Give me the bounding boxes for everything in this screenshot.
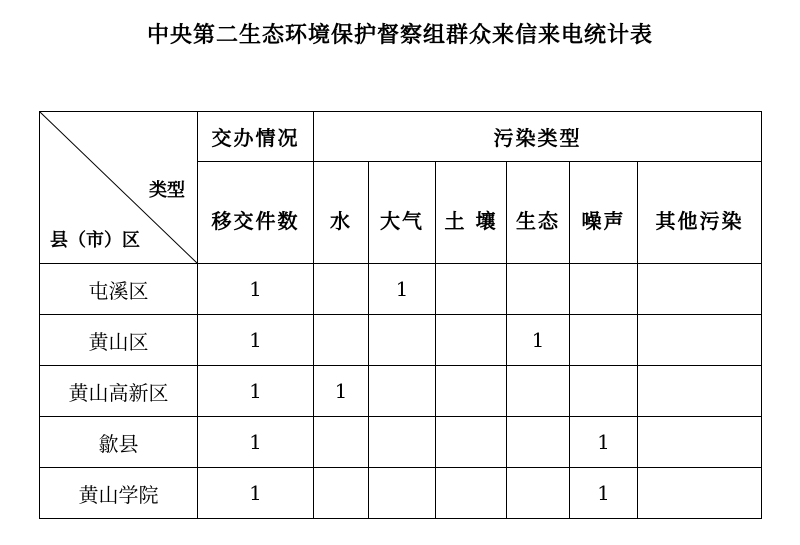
pollution-cell: 1 bbox=[570, 468, 638, 519]
handover-count: 1 bbox=[198, 468, 314, 519]
pollution-type-header: 土 壤 bbox=[436, 162, 507, 264]
pollution-cell bbox=[570, 264, 638, 315]
county-name: 屯溪区 bbox=[40, 264, 198, 315]
pollution-cell bbox=[314, 315, 369, 366]
table-row bbox=[40, 264, 762, 315]
pollution-cell bbox=[507, 417, 570, 468]
pollution-cell bbox=[570, 315, 638, 366]
handover-count-header: 移交件数 bbox=[198, 162, 314, 264]
county-name: 歙县 bbox=[40, 417, 198, 468]
pollution-cell bbox=[436, 366, 507, 417]
pollution-cell bbox=[638, 468, 762, 519]
county-name: 黄山高新区 bbox=[40, 366, 198, 417]
pollution-type-header: 水 bbox=[314, 162, 369, 264]
pollution-type-header: 其他污染 bbox=[638, 162, 762, 264]
pollution-cell bbox=[638, 315, 762, 366]
pollution-cell bbox=[638, 417, 762, 468]
pollution-cell: 1 bbox=[507, 315, 570, 366]
pollution-cell bbox=[314, 264, 369, 315]
pollution-cell: 1 bbox=[314, 366, 369, 417]
pollution-cell bbox=[436, 417, 507, 468]
pollution-cell bbox=[369, 366, 436, 417]
pollution-cell bbox=[369, 417, 436, 468]
pollution-type-header: 大气 bbox=[369, 162, 436, 264]
pollution-cell bbox=[638, 264, 762, 315]
handover-count: 1 bbox=[198, 315, 314, 366]
pollution-cell bbox=[507, 366, 570, 417]
handover-group-header: 交办情况 bbox=[198, 112, 314, 162]
pollution-cell: 1 bbox=[369, 264, 436, 315]
diagonal-header-cell bbox=[40, 112, 198, 264]
table-row bbox=[40, 366, 762, 417]
pollution-cell bbox=[436, 468, 507, 519]
pollution-cell bbox=[369, 468, 436, 519]
handover-count: 1 bbox=[198, 264, 314, 315]
pollution-cell bbox=[570, 366, 638, 417]
pollution-cell bbox=[314, 417, 369, 468]
pollution-cell bbox=[436, 315, 507, 366]
pollution-type-header: 噪声 bbox=[570, 162, 638, 264]
table-row bbox=[40, 468, 762, 519]
pollution-cell bbox=[436, 264, 507, 315]
pollution-group-header: 污染类型 bbox=[314, 112, 762, 162]
page-title: 中央第二生态环境保护督察组群众来信来电统计表 bbox=[146, 23, 653, 48]
pollution-cell bbox=[507, 468, 570, 519]
pollution-cell bbox=[369, 315, 436, 366]
county-name: 黄山区 bbox=[40, 315, 198, 366]
pollution-type-header: 生态 bbox=[507, 162, 570, 264]
pollution-cell bbox=[507, 264, 570, 315]
pollution-cell bbox=[314, 468, 369, 519]
table-row bbox=[40, 315, 762, 366]
pollution-cell: 1 bbox=[570, 417, 638, 468]
type-header-label: 类型 bbox=[149, 180, 185, 201]
handover-count: 1 bbox=[198, 417, 314, 468]
statistics-table bbox=[39, 111, 762, 519]
pollution-cell bbox=[638, 366, 762, 417]
table-row bbox=[40, 417, 762, 468]
county-name: 黄山学院 bbox=[40, 468, 198, 519]
county-header-label: 县（市）区 bbox=[50, 230, 140, 251]
handover-count: 1 bbox=[198, 366, 314, 417]
